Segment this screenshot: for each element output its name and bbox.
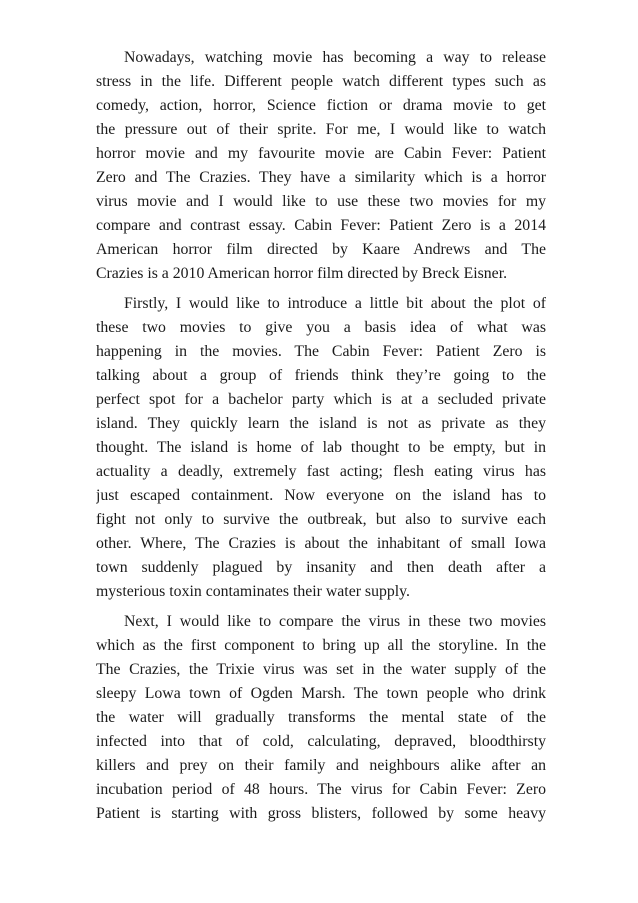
paragraph-1-line-5: horror movie and my favourite movie are Cabin Fever: Patient	[96, 145, 546, 162]
paragraph-1-line-6: Zero and The Crazies. They have a similarity which is a horror	[96, 169, 546, 186]
paragraph-3-line-9: Patient is starting with gross blisters, followed by some heavy	[96, 805, 546, 822]
paragraph-2-line-2: these two movies to give you a basis idea of what was	[96, 319, 546, 336]
paragraph-2-line-3: happening in the movies. The Cabin Fever: Patient Zero is	[96, 343, 546, 360]
paragraph-2-line-9: just escaped containment. Now everyone on the island has to	[96, 487, 546, 504]
paragraph-1-line-7: virus movie and I would like to use these two movies for my	[96, 193, 546, 210]
paragraph-2-line-7: thought. The island is home of lab thought to be empty, but in	[96, 439, 546, 456]
paragraph-3-line-3: The Crazies, the Trixie virus was set in the water supply of the	[96, 661, 546, 678]
paragraph-2-line-5: perfect spot for a bachelor party which is at a secluded private	[96, 391, 546, 408]
paragraph-1-line-1: Nowadays, watching movie has becoming a way to release	[124, 49, 546, 66]
paragraph-2-line-11: other. Where, The Crazies is about the inhabitant of small Iowa	[96, 535, 546, 552]
paragraph-1-line-8: compare and contrast essay. Cabin Fever: Patient Zero is a 2014	[96, 217, 546, 234]
paragraph-2-line-8: actuality a deadly, extremely fast acting; flesh eating virus has	[96, 463, 546, 480]
paragraph-1-line-10: Crazies is a 2010 American horror film directed by Breck Eisner.	[96, 265, 508, 282]
paragraph-1-line-4: the pressure out of their sprite. For me, I would like to watch	[96, 121, 546, 138]
paragraph-3-line-1: Next, I would like to compare the virus in these two movies	[124, 613, 546, 630]
paragraph-3-line-7: killers and prey on their family and neighbours alike after an	[96, 757, 546, 774]
paragraph-1-line-3: comedy, action, horror, Science fiction or drama movie to get	[96, 97, 546, 114]
paragraph-2-line-12: town suddenly plagued by insanity and then death after a	[96, 559, 546, 576]
paragraph-2-line-10: fight not only to survive the outbreak, but also to survive each	[96, 511, 546, 528]
paragraph-3-line-2: which as the first component to bring up all the storyline. In the	[96, 637, 546, 654]
paragraph-2-line-6: island. They quickly learn the island is not as private as they	[96, 415, 546, 432]
paragraph-2-line-13: mysterious toxin contaminates their water supply.	[96, 583, 410, 600]
paragraph-2-line-1: Firstly, I would like to introduce a little bit about the plot of	[124, 295, 546, 312]
paragraph-2-line-4: talking about a group of friends think they’re going to the	[96, 367, 546, 384]
paragraph-3-line-8: incubation period of 48 hours. The virus for Cabin Fever: Zero	[96, 781, 546, 798]
paragraph-1-line-9: American horror film directed by Kaare Andrews and The	[96, 241, 546, 258]
paragraph-3-line-4: sleepy Lowa town of Ogden Marsh. The town people who drink	[96, 685, 546, 702]
paragraph-1-line-2: stress in the life. Different people watch different types such as	[96, 73, 546, 90]
paragraph-3-line-5: the water will gradually transforms the mental state of the	[96, 709, 546, 726]
paragraph-3-line-6: infected into that of cold, calculating, depraved, bloodthirsty	[96, 733, 546, 750]
